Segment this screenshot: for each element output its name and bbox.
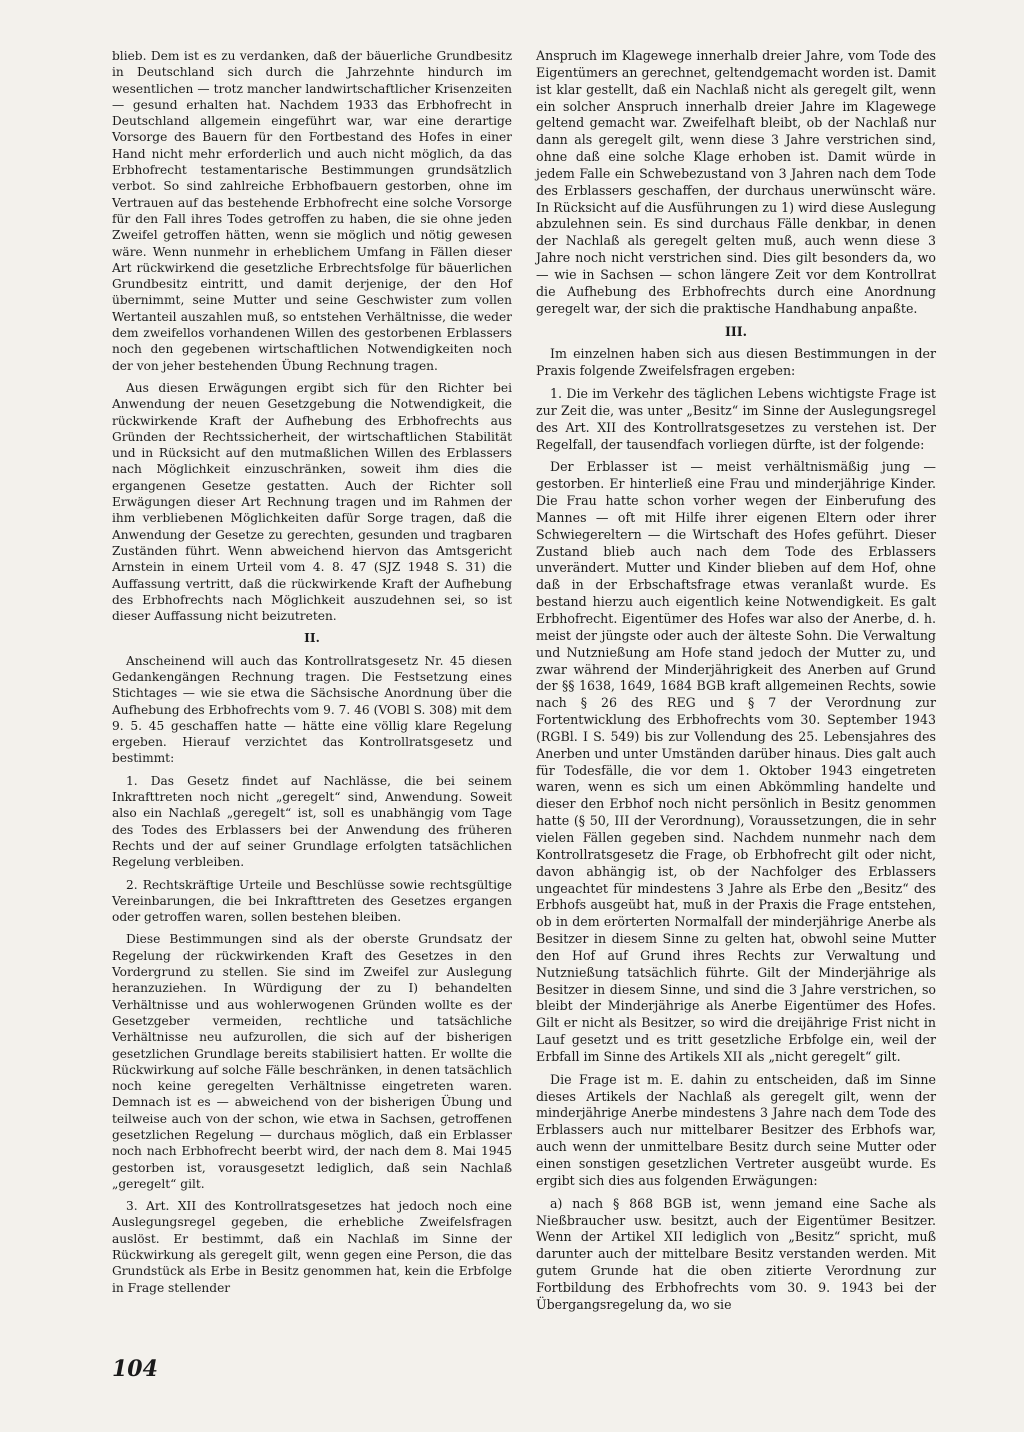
paragraph: 2. Rechtskräftige Urteile und Beschlüsse sowie rechtsgültige Vereinbarungen, die bei Inkrafttreten des Gesetzes ergangen oder getroffen waren, sollen bestehen bleiben.: [112, 877, 512, 925]
section-heading-2: II.: [304, 631, 320, 646]
paragraph: Anscheinend will auch das Kontrollratsgesetz Nr. 45 diesen Gedankengängen Rechnung tragen. Die Festsetzung eines Stichtages — wie sie etwa die Sächsische Anordnung über die Aufhebung des Erbhofrechts vom 9. 7. 46 (VOBl S. 308) mit dem 9. 5. 45 geschaffen hatte — hätte eine völlig klare Regelung ergeben. Hierauf verzichtet das Kontrollratsgesetz und bestimmt:: [112, 653, 512, 766]
paragraph: Der Erblasser ist — meist verhältnismäßig jung — gestorben. Er hinterließ eine Frau und minderjährige Kinder. Die Frau hatte schon vorher wegen der Einberufung des Mannes — oft mit Hilfe ihrer eigenen Eltern oder ihrer Schwiegereltern — die Wirtschaft des Hofes geführt. Dieser Zustand blieb auch nach dem Tode des Erblassers unverändert. Mutter und Kinder blieben auf dem Hof, ohne daß in der Erbschaftsfrage etwas veranlaßt wurde. Es bestand hierzu auch eigentlich keine Notwendigkeit. Es galt Erbhofrecht. Eigentümer des Hofes war also der Anerbe, d. h. meist der jüngste oder auch der älteste Sohn. Die Verwaltung und Nutznießung am Hofe stand jedoch der Mutter zu, und zwar während der Minderjährigkeit des Anerben auf Grund der §§ 1638, 1649, 1684 BGB kraft allgemeinen Rechts, sowie nach § 26 des REG und § 7 der Verordnung zur Fortentwicklung des Erbhofrechts vom 30. September 1943 (RGBl. I S. 549) bis zur Vollendung des 25. Lebensjahres des Anerben und unter Umständen darüber hinaus. Dies galt auch für Todesfälle, die vor dem 1. Oktober 1943 eingetreten waren, wenn es sich um einen Abkömmling handelte und dieser den Erbhof noch nicht persönlich in Besitz genommen hatte (§ 50, III der Verordnung), Voraussetzungen, die in sehr vielen Fällen gegeben sind. Nachdem nunmehr nach dem Kontrollratsgesetz die Frage, ob Erbhofrecht gilt oder nicht, davon abhängig ist, ob der Nachfolger des Erblassers ungeachtet für mindestens 3 Jahre als Erbe den „Besitz“ des Erbhofs ausgeübt hat, muß in der Praxis die Frage entstehen, ob in dem erörterten Normalfall der minderjährige Anerbe als Besitzer in diesem Sinne zu gelten hat, obwohl seine Mutter den Hof auf Grund ihres Rechts zur Verwaltung und Nutznießung tatsächlich führte. Gilt der Minderjährige als Besitzer in diesem Sinne, und sind die 3 Jahre verstrichen, so bleibt der Minderjährige als Anerbe Eigentümer des Hofes. Gilt er nicht als Besitzer, so wird die dreijährige Frist nicht in Lauf gesetzt und es tritt gesetzliche Erbfolge ein, weil der Erbfall im Sinne des Artikels XII als „nicht geregelt“ gilt.: [536, 459, 936, 1064]
paragraph: 1. Das Gesetz findet auf Nachlässe, die bei seinem Inkrafttreten noch nicht „geregelt“ sind, Anwendung. Soweit also ein Nachlaß „geregelt“ ist, soll es unabhängig vom Tage des Todes des Erblassers bei der Anwendung des früheren Rechts und der auf seiner Grundlage erfolgten tatsächlichen Regelung verbleiben.: [112, 773, 512, 870]
paragraph: Anspruch im Klagewege innerhalb dreier Jahre, vom Tode des Eigentümers an gerechnet, geltendgemacht worden ist. Damit ist klar gestellt, daß ein Nachlaß nicht als geregelt gilt, wenn ein solcher Anspruch innerhalb dreier Jahre im Klagewege geltend gemacht war. Zweifelhaft bleibt, ob der Nachlaß nur dann als geregelt gilt, wenn diese 3 Jahre verstrichen sind, ohne daß eine solche Klage erhoben ist. Damit würde in jedem Falle ein Schwebezustand von 3 Jahren nach dem Tode des Erblassers geschaffen, der durchaus unerwünscht wäre. In Rücksicht auf die Ausführungen zu 1) wird diese Auslegung abzulehnen sein. Es sind durchaus Fälle denkbar, in denen der Nachlaß als geregelt gelten muß, auch wenn diese 3 Jahre noch nicht verstrichen sind. Dies gilt besonders da, wo — wie in Sachsen — schon längere Zeit vor dem Kontrollrat die Aufhebung des Erbhofrechts durch eine Anordnung geregelt war, der sich die praktische Handhabung anpaßte.: [536, 48, 936, 316]
paragraph: Aus diesen Erwägungen ergibt sich für den Richter bei Anwendung der neuen Gesetzgebung die Notwendigkeit, die rückwirkende Kraft der Aufhebung des Erbhofrechts aus Gründen der Rechtssicherheit, der wirtschaftlichen Stabilität und in Rücksicht auf den mutmaßlichen Willen des Erblassers nach Möglichkeit einzuschränken, soweit ihm dies die ergangenen Gesetze gestatten. Auch der Richter soll Erwägungen dieser Art Rechnung tragen und im Rahmen der ihm verbliebenen Möglichkeiten dafür Sorge tragen, daß die Anwendung der Gesetze zu gerechten, gesunden und tragbaren Zuständen führt. Wenn abweichend hiervon das Amtsgericht Arnstein in einem Urteil vom 4. 8. 47 (SJZ 1948 S. 31) die Auffassung vertritt, daß die rückwirkende Kraft der Aufhebung des Erbhofrechts nach Möglichkeit auszudehnen sei, so ist dieser Auffassung nicht beizutreten.: [112, 380, 512, 624]
paragraph: Diese Bestimmungen sind als der oberste Grundsatz der Regelung der rückwirkenden Kraft des Gesetzes in den Vordergrund zu stellen. Sie sind im Zweifel zur Auslegung heranzuziehen. In Würdigung der zu I) behandelten Verhältnisse und aus wohlerwogenen Gründen wollte es der Gesetzgeber vermeiden, rechtliche und tatsächliche Verhältnisse neu aufzurollen, die sich auf der bisherigen gesetzlichen Grundlage bereits stabilisiert hatten. Er wollte die Rückwirkung auf solche Fälle beschränken, in denen tatsächlich noch keine geregelten Verhältnisse eingetreten waren. Demnach ist es — abweichend von der bisherigen Übung und teilweise auch von der schon, wie etwa in Sachsen, getroffenen gesetzlichen Regelung — durchaus möglich, daß ein Erblasser noch nach Erbhofrecht beerbt wird, der nach dem 8. Mai 1945 gestorben ist, vorausgesetzt lediglich, daß sein Nachlaß „geregelt“ gilt.: [112, 932, 512, 1191]
paragraph: 1. Die im Verkehr des täglichen Lebens wichtigste Frage ist zur Zeit die, was unter „Besitz“ im Sinne der Auslegungsregel des Art. XII des Kontrollratsgesetzes zu verstehen ist. Der Regelfall, der tausendfach vorliegen dürfte, ist der folgende:: [536, 386, 936, 452]
left-column: [112, 48, 512, 1302]
right-column: [536, 48, 936, 1320]
page-number: 104: [112, 1356, 158, 1382]
section-heading-3: III.: [724, 323, 748, 339]
paragraph: 3. Art. XII des Kontrollratsgesetzes hat jedoch noch eine Auslegungsregel gegeben, die erhebliche Zweifelsfragen auslöst. Er bestimmt, daß ein Nachlaß im Sinne der Rückwirkung als geregelt gilt, wenn gegen eine Person, die das Grundstück als Erbe in Besitz genommen hat, kein die Erbfolge in Frage stellender: [112, 1199, 512, 1295]
paragraph: Im einzelnen haben sich aus diesen Bestimmungen in der Praxis folgende Zweifelsfragen ergeben:: [536, 346, 936, 379]
paragraph: a) nach § 868 BGB ist, wenn jemand eine Sache als Nießbraucher usw. besitzt, auch der Eigentümer Besitzer. Wenn der Artikel XII lediglich von „Besitz“ spricht, muß darunter auch der mittelbare Besitz verstanden werden. Mit gutem Grunde hat die oben zitierte Verordnung zur Fortbildung des Erbhofrechts vom 30. 9. 1943 bei der Übergangsregelung da, wo sie: [536, 1195, 936, 1312]
paragraph: Die Frage ist m. E. dahin zu entscheiden, daß im Sinne dieses Artikels der Nachlaß als geregelt gilt, wenn der minderjährige Anerbe mindestens 3 Jahre nach dem Tode des Erblassers auch nur mittelbarer Besitzer des Erbhofs war, auch wenn der unmittelbare Besitz durch seine Mutter oder einen sonstigen gesetzlichen Vertreter ausgeübt wurde. Es ergibt sich dies aus folgenden Erwägungen:: [536, 1071, 936, 1188]
paragraph: blieb. Dem ist es zu verdanken, daß der bäuerliche Grundbesitz in Deutschland sich durch die Jahrzehnte hindurch im wesentlichen — trotz mancher landwirtschaftlicher Krisenzeiten — gesund erhalten hat. Nachdem 1933 das Erbhofrecht in Deutschland allgemein eingeführt war, war eine derartige Vorsorge des Bauern für den Fortbestand des Hofes in einer Hand nicht mehr erforderlich und auch nicht möglich, da das Erbhofrecht testamentarische Bestimmungen grundsätzlich verbot. So sind zahlreiche Erbhofbauern gestorben, ohne im Vertrauen auf das bestehende Erbhofrecht eine solche Vorsorge für den Fall ihres Todes getroffen zu haben, die sie ohne jeden Zweifel getroffen hätten, wenn sie möglich und nötig gewesen wäre. Wenn nunmehr in erheblichem Umfang in Fällen dieser Art rückwirkend die gesetzliche Erbrechtsfolge für bäuerlichen Grundbesitz eintritt, und damit derjenige, der den Hof übernimmt, seine Mutter und seine Geschwister zum vollen Wertanteil auszahlen muß, so entstehen Verhältnisse, die weder dem zweifellos vorhandenen Willen des gestorbenen Erblassers noch den gegebenen wirtschaftlichen Notwendigkeiten noch der von jeher bestehenden Übung Rechnung tragen.: [112, 49, 512, 373]
